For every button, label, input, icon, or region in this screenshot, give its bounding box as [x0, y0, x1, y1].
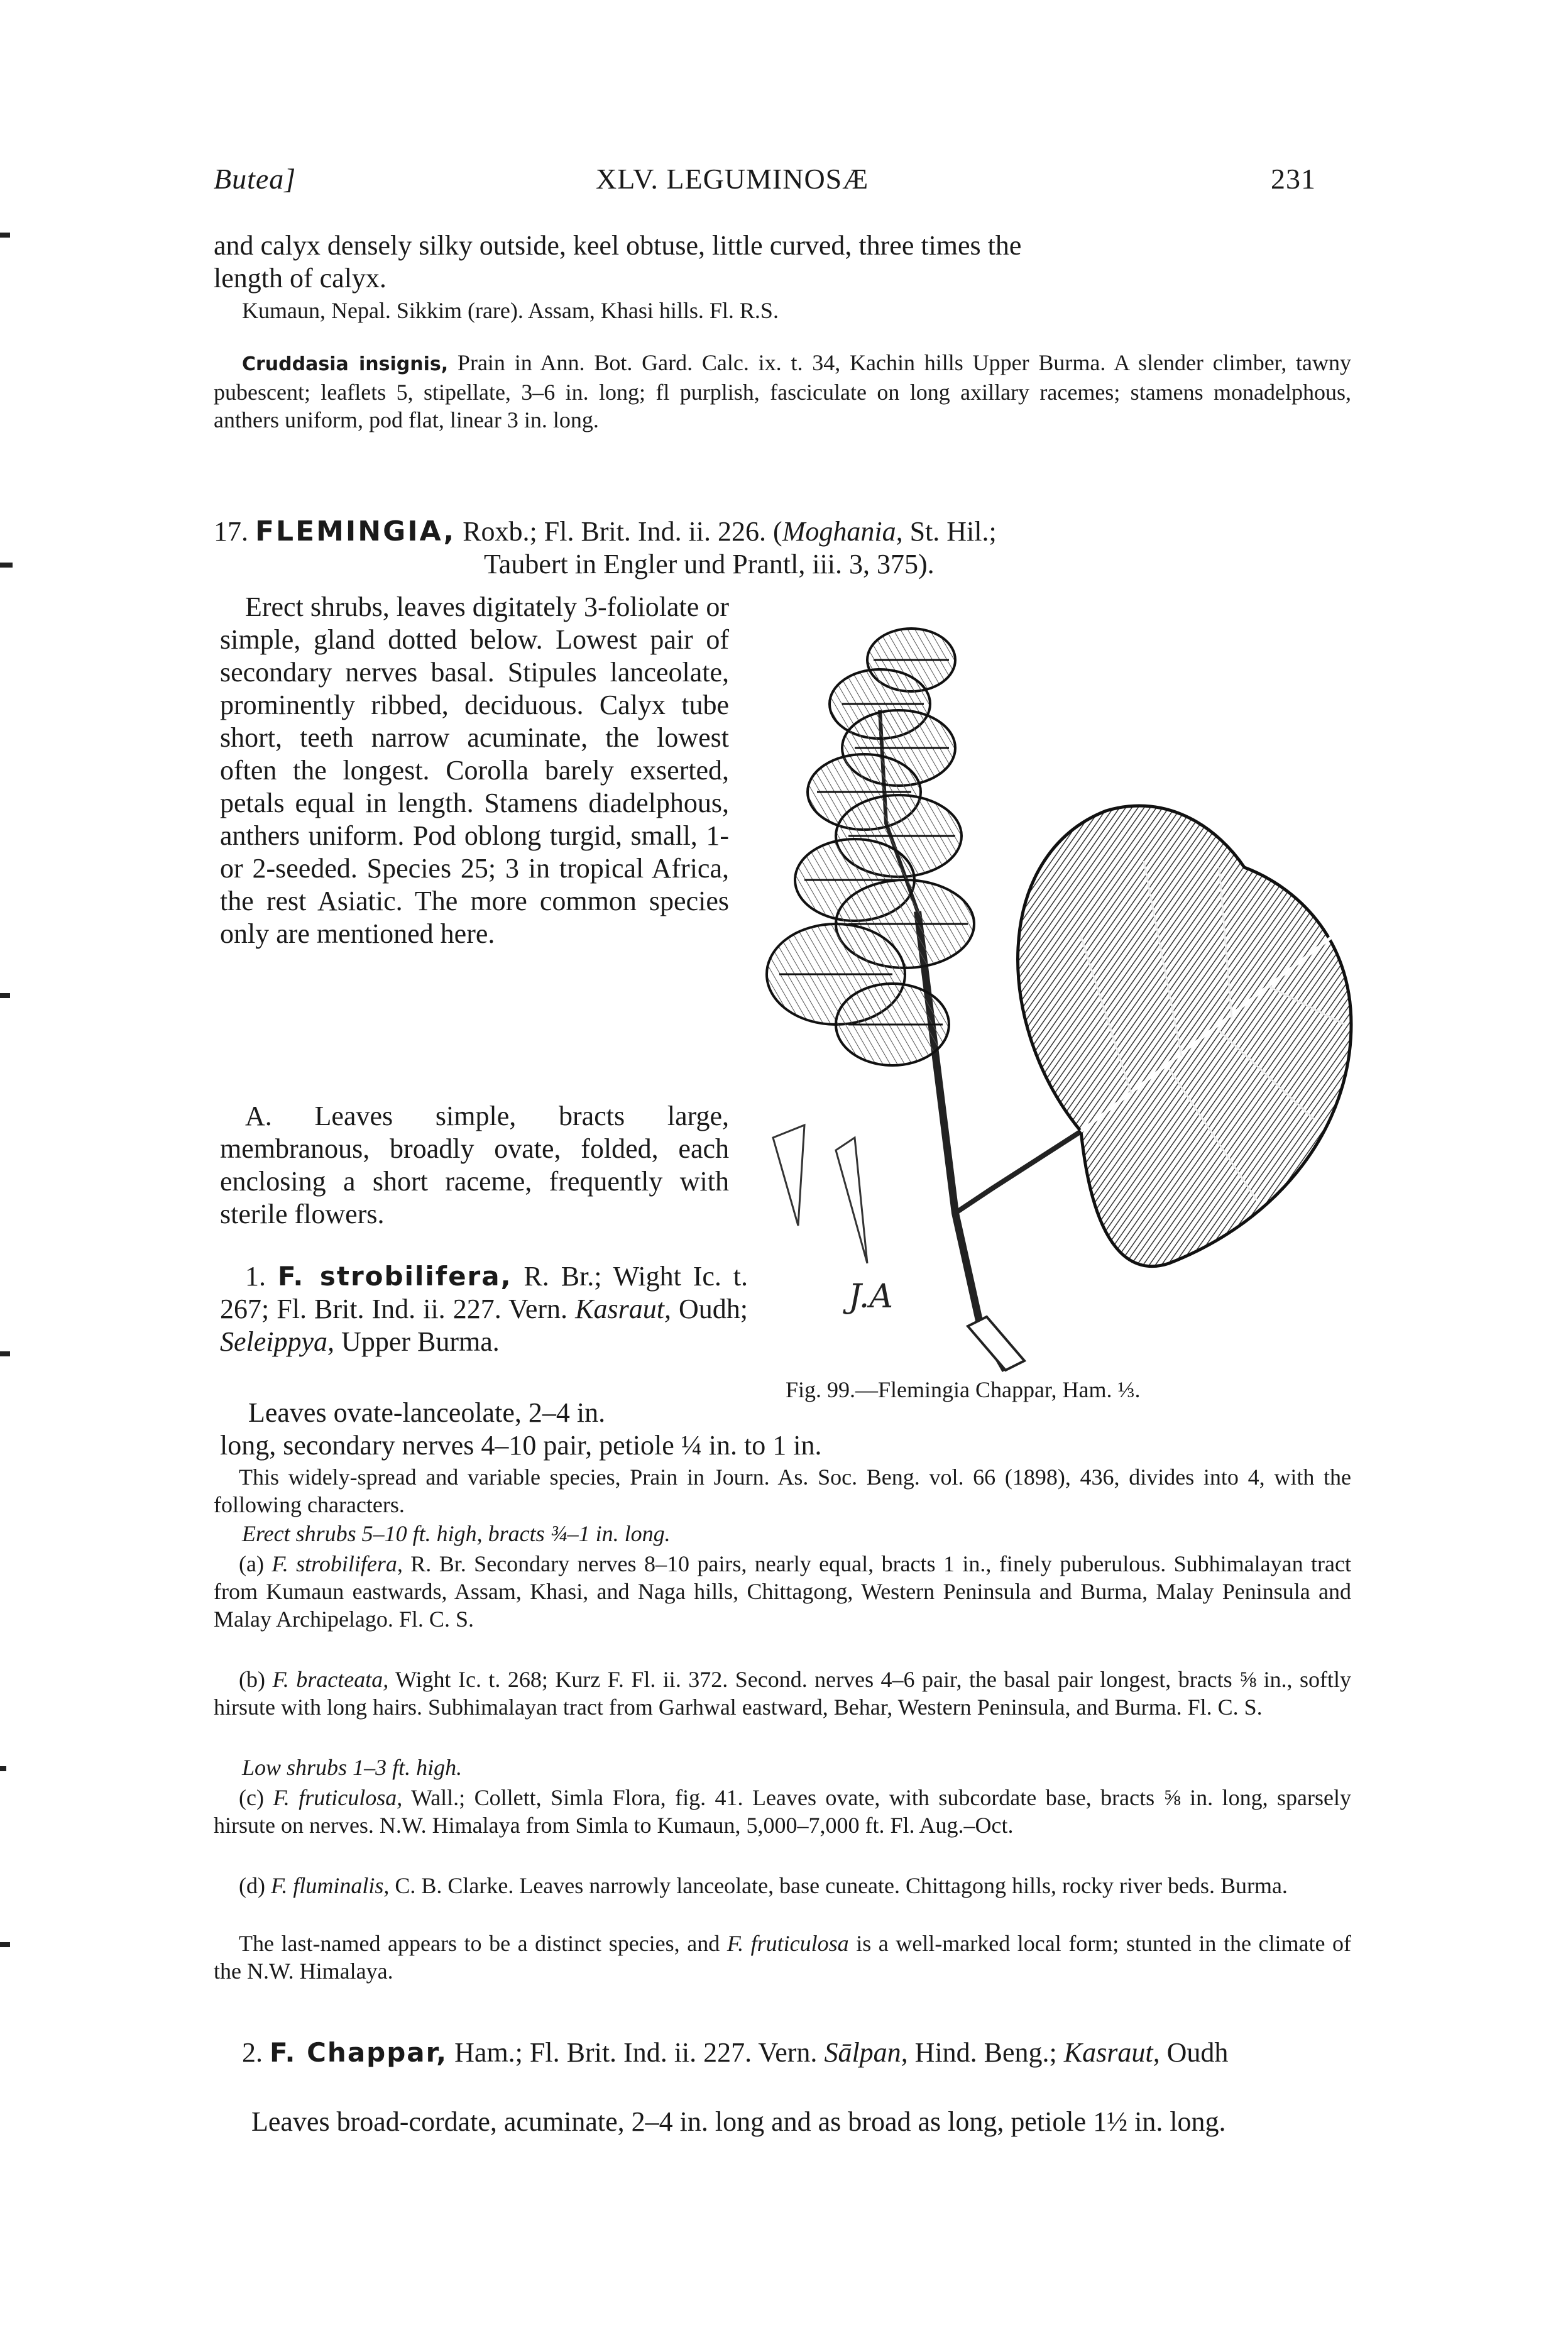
species-2-vernacular: Sālpan,	[824, 2037, 908, 2068]
margin-mark	[0, 1351, 10, 1356]
species-1-ref: Upper Burma.	[334, 1326, 500, 1357]
notes-intro: This widely-spread and variable species, Prain in Journ. As. Soc. Beng. vol. 66 (1898), 436, divides into 4, with the following characters.	[214, 1464, 1351, 1517]
flemingia-drawing	[729, 585, 1357, 1376]
species-2-ref: Ham.; Fl. Brit. Ind. ii. 227. Vern.	[447, 2037, 825, 2068]
margin-mark	[0, 233, 10, 238]
species-1-leaves-cont: long, secondary nerves 4–10 pair, petiole ¼ in. to 1 in.	[220, 1430, 822, 1461]
species-2-ref: Hind. Beng.;	[907, 2037, 1057, 2068]
page-number: 231	[1271, 163, 1316, 195]
figure-caption: Fig. 99.—Flemingia Chappar, Ham. ⅓.	[786, 1377, 1141, 1402]
note-text: is a well-marked local form; stunted in the climate of the N.W. Himalaya.	[214, 1931, 1351, 1984]
note-text: Wight Ic. t. 268; Kurz F. Fl. ii. 372. Second. nerves 4–6 pair, the basal pair longest, bracts ⅝ in., softly hirsute with long hairs. Subhimalayan tract from Garhwal eastward, Behar, Western Peninsula, and Burma. Fl. C. S.	[214, 1667, 1352, 1720]
notes-erect-shrubs: Erect shrubs 5–10 ft. high, bracts ¾–1 in. long.	[242, 1521, 671, 1546]
cruddasia-text: Prain in Ann. Bot. Gard. Calc. ix. t. 34, Kachin hills Upper Burma. A slender climber, tawny pubescent; leaflets 5, stipellate, 3–6 in. long; fl purplish, fasciculate on long axillary racemes; stamens monadelphous, anthers uniform, pod flat, linear 3 in. long.	[214, 350, 1351, 432]
note-name: F. fruticulosa	[726, 1931, 849, 1956]
running-head-left: Butea]	[214, 163, 297, 195]
note-text: R. Br. Secondary nerves 8–10 pairs, nearly equal, bracts 1 in., finely puberulous. Subhimalayan tract from Kumaun eastwards, Assam, Khasi, and Naga hills, Chittagong, Western Peninsula and Burma, Malay Peninsula and Malay Archipelago. Fl. C. S.	[214, 1551, 1351, 1632]
genus-ref: Roxb.; Fl. Brit. Ind. ii. 226. (	[456, 516, 782, 547]
genus-description: Erect shrubs, leaves digitately 3-foliolate or simple, gland dotted below. Lowest pair of secondary nerves basal. Stipules lanceolate, prominently ribbed, deciduous. Calyx tube short, teeth narrow acuminate, the lowest often the longest. Corolla barely exserted, petals equal in length. Stamens diadelphous, anthers uniform. Pod oblong turgid, small, 1- or 2-seeded. Species 25; 3 in tropical Africa, the rest Asiatic. The more common species only are mentioned here.	[220, 591, 729, 949]
species-2-vernacular: Kasraut,	[1063, 2037, 1160, 2068]
note-d	[214, 1872, 1351, 1899]
genus-number: 17.	[214, 516, 248, 547]
note-b	[214, 1666, 1351, 1721]
note-c	[214, 1784, 1351, 1839]
species-2-heading	[214, 2036, 1351, 2069]
cruddasia-name: Cruddasia insignis,	[242, 353, 449, 375]
intro-line: and calyx densely silky outside, keel obtuse, little curved, three times the	[214, 230, 1022, 261]
intro-block	[214, 229, 1351, 295]
species-1-heading	[220, 1260, 748, 1358]
species-2-ref: Oudh	[1160, 2037, 1229, 2068]
species-1-vernacular: Seleippya,	[220, 1326, 335, 1357]
genus-heading	[214, 515, 1351, 548]
species-1-ref: Oudh;	[671, 1294, 748, 1324]
note-last	[214, 1930, 1351, 1985]
section-a: A. Leaves simple, bracts large, membranous, broadly ovate, folded, each enclosing a short raceme, frequently with sterile flowers.	[220, 1101, 729, 1229]
note-text: C. B. Clarke. Leaves narrowly lanceolate, base cuneate. Chittagong hills, rocky river beds. Burma.	[389, 1873, 1288, 1898]
notes-low-shrubs: Low shrubs 1–3 ft. high.	[242, 1755, 463, 1780]
note-name: F. bracteata,	[272, 1667, 389, 1692]
species-2-leaves: Leaves broad-cordate, acuminate, 2–4 in. long and as broad as long, petiole 1½ in. long.	[251, 2106, 1226, 2137]
species-1-leaves: Leaves ovate-lanceolate, 2–4 in.	[248, 1397, 606, 1428]
note-name: F. fluminalis,	[270, 1873, 390, 1898]
cruddasia-note	[214, 349, 1351, 434]
species-1-name: F. strobilifera,	[277, 1261, 512, 1292]
note-label: (b)	[239, 1667, 273, 1692]
note-label: (a)	[239, 1551, 272, 1576]
species-1-vernacular: Kasraut,	[575, 1294, 671, 1324]
intro-line: length of calyx.	[214, 263, 387, 294]
note-text: The last-named appears to be a distinct species, and	[239, 1931, 727, 1956]
species-2-name: F. Chappar,	[270, 2037, 448, 2068]
genus-heading-ref: Taubert in Engler und Prantl, iii. 3, 375).	[484, 549, 935, 580]
species-1-ref: R. Br.; Wight Ic. t. 267; Fl. Brit. Ind. ii. 227. Vern.	[220, 1261, 748, 1324]
note-text: Wall.; Collett, Simla Flora, fig. 41. Leaves ovate, with subcordate base, bracts ⅝ in. long, sparsely hirsute on nerves. N.W. Himalaya from Simla to Kumaun, 5,000–7,000 ft. Fl. Aug.–Oct.	[214, 1785, 1352, 1838]
note-a	[214, 1550, 1351, 1633]
note-label: (d)	[239, 1873, 271, 1898]
note-name: F. fruticulosa,	[273, 1785, 403, 1810]
species-1-number: 1.	[245, 1261, 266, 1292]
genus-ref: St. Hil.;	[902, 516, 997, 547]
margin-mark	[0, 993, 10, 998]
margin-mark	[0, 563, 13, 568]
intro-distribution: Kumaun, Nepal. Sikkim (rare). Assam, Khasi hills. Fl. R.S.	[242, 298, 779, 323]
figure-illustration	[729, 585, 1357, 1376]
margin-mark	[0, 1766, 6, 1771]
species-2-number: 2.	[242, 2037, 263, 2068]
margin-mark	[0, 1942, 10, 1947]
note-label: (c)	[239, 1785, 273, 1810]
genus-name: FLEMINGIA,	[255, 515, 456, 547]
running-head-center: XLV. LEGUMINOSÆ	[596, 163, 869, 195]
genus-synonym: Moghania,	[782, 516, 903, 547]
note-name: F. strobilifera,	[271, 1551, 403, 1576]
artist-initials: J.A	[848, 1278, 893, 1316]
